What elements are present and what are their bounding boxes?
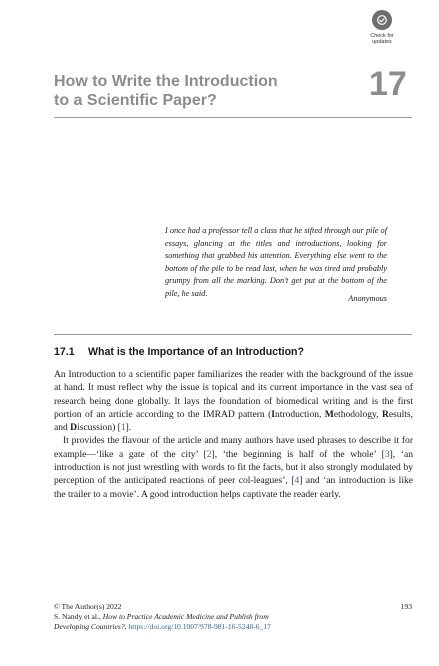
footer-citation (54, 602, 412, 632)
citation-line-1 (54, 612, 412, 622)
imrad-letter: I (271, 408, 275, 420)
page-number: 193 (400, 602, 412, 611)
section-heading (54, 346, 304, 359)
imrad-letter: D (70, 422, 78, 434)
book-title: Developing Countries? (54, 622, 125, 631)
reference-link-1[interactable]: 1 (120, 422, 126, 434)
imrad-letter: M (324, 408, 334, 420)
body-text (54, 368, 413, 501)
header-divider (54, 117, 412, 118)
citation-separator: , (124, 622, 129, 631)
chapter-title-line-2: to a Scientific Paper? (54, 92, 217, 109)
check-for-updates-icon (372, 10, 392, 30)
section-divider (54, 334, 412, 335)
section-number: 17.1 (54, 346, 75, 358)
copyright-line: © The Author(s) 2022 (54, 602, 122, 611)
chapter-number: 17 (369, 65, 407, 103)
citation-line-2 (54, 622, 412, 632)
book-title: How to Practice Academic Medicine and Publish from (102, 612, 269, 621)
imrad-word: ntroduction, (274, 408, 325, 420)
doi-link[interactable]: https://doi.org/10.1007/978-981-16-5248-6_17 (128, 622, 271, 631)
chapter-title-line-1: How to Write the Introduction (54, 73, 278, 90)
paragraph-1-end: ]. (125, 422, 132, 434)
paragraph-2-text: ], ‘an introduction is not just wrestling with words to fit the facts, but it also strongly modulated by perception of the anticipated reactions of peer col-leagues’, [ (54, 448, 413, 487)
paragraph-2-text: ] and ‘an introduction is like the trailer to a movie’. A good introduction helps captivate the reader early. (54, 475, 413, 500)
reference-link-2[interactable]: 2 (206, 448, 212, 460)
chapter-title (54, 72, 314, 110)
imrad-letter: R (381, 408, 389, 420)
citation-authors: S. Nandy et al., (54, 612, 103, 621)
imrad-word: esults, and (54, 408, 413, 434)
imrad-word: ethodology, (333, 408, 382, 420)
paragraph-2 (54, 434, 413, 500)
reference-link-4[interactable]: 4 (294, 475, 300, 487)
epigraph-quote: I once had a professor tell a class that he sifted through our pile of essays, glancing at the titles and introductions, looking for something that grabbed his attention. Everything else went to the bottom of the pile to be read last, when he was tired and probably grumpy from all the marking. Don’t get put at the bottom of the pile, he said. (165, 226, 387, 298)
reference-link-3[interactable]: 3 (384, 448, 390, 460)
paragraph-2-text: It provides the flavour of the article and many authors have used phrases to describe it for example—‘like a gate of the city’ [ (54, 435, 413, 460)
check-for-updates-badge[interactable] (360, 10, 404, 56)
paragraph-1 (54, 368, 413, 434)
check-for-updates-label: Check for updates (370, 33, 394, 45)
paragraph-2-text: ], ‘the beginning is half of the whole’ [ (211, 448, 385, 460)
imrad-word: iscussion) [ (77, 422, 121, 434)
epigraph-author: Anonymous (348, 294, 387, 303)
paragraph-1-text: An Introduction to a scientific paper familiarizes the reader with the background of the issue at hand. It must reflect why the issue is topical and its current importance in the vast sea of research being done globally. It lays the foundation of biomedical writing and is the first portion of an article according to the IMRAD pattern ( (54, 369, 413, 420)
section-title: What is the Importance of an Introduction? (88, 346, 304, 358)
